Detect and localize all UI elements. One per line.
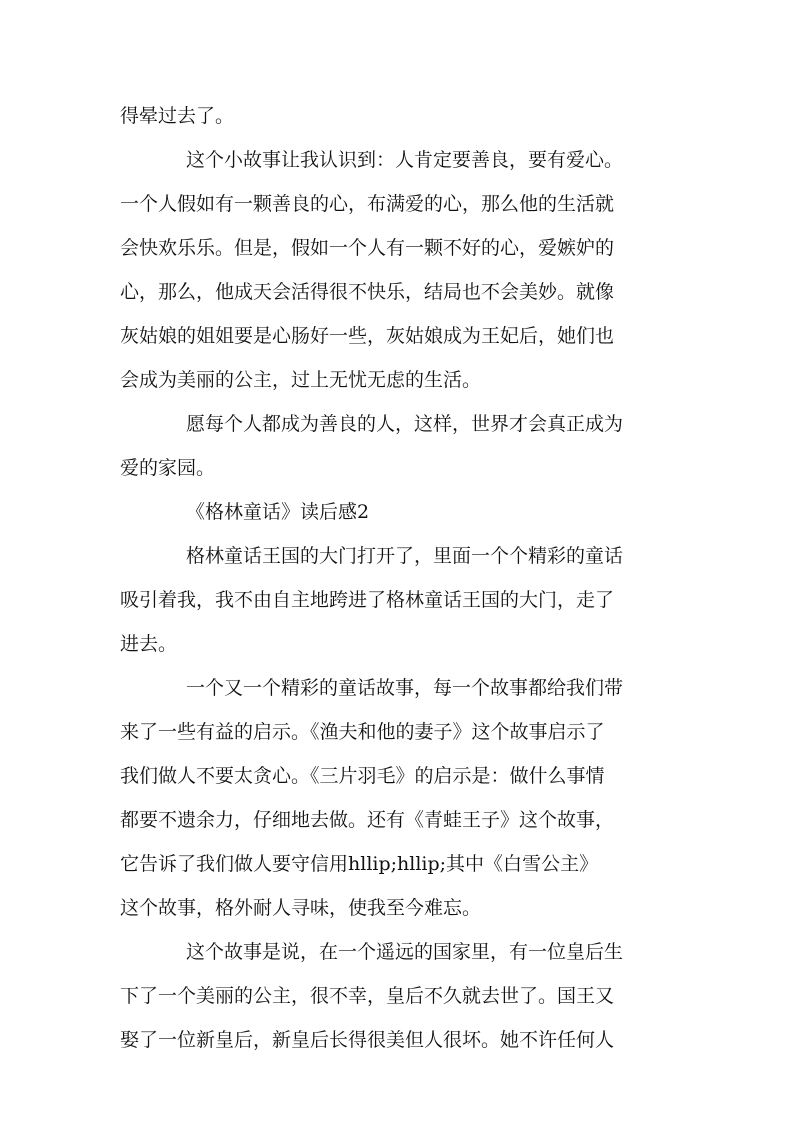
- paragraph-line: 这个故事，格外耐人寻味，使我至今难忘。: [120, 897, 482, 919]
- paragraph-line: 进去。: [120, 633, 178, 655]
- paragraph-line: 一个又一个精彩的童话故事，每一个故事都给我们带: [186, 677, 624, 699]
- paragraph-line: 这个小故事让我认识到：人肯定要善良，要有爱心。: [186, 149, 624, 171]
- paragraph-line: 愿每个人都成为善良的人，这样，世界才会真正成为: [186, 413, 624, 435]
- paragraph-line: 心，那么，他成天会活得很不快乐，结局也不会美妙。就像: [120, 281, 615, 303]
- paragraph-line: 娶了一位新皇后，新皇后长得很美但人很坏。她不许任何人: [120, 1029, 615, 1051]
- section-heading: 《格林童话》读后感2: [186, 501, 370, 523]
- paragraph-line: 都要不遗余力，仔细地去做。还有《青蛙王子》这个故事，: [120, 809, 615, 831]
- paragraph-line: 我们做人不要太贪心。《三片羽毛》的启示是：做什么事情: [120, 765, 605, 787]
- paragraph-line: 它告诉了我们做人要守信用hllip;hllip;其中《白雪公主》: [120, 853, 599, 875]
- paragraph-line: 来了一些有益的启示。《渔夫和他的妻子》这个故事启示了: [120, 721, 605, 743]
- paragraph-line: 灰姑娘的姐姐要是心肠好一些，灰姑娘成为王妃后，她们也: [120, 325, 615, 347]
- paragraph-line: 格林童话王国的大门打开了，里面一个个精彩的童话: [186, 545, 624, 567]
- paragraph-line: 吸引着我，我不由自主地跨进了格林童话王国的大门，走了: [120, 589, 615, 611]
- paragraph-line: 下了一个美丽的公主，很不幸，皇后不久就去世了。国王又: [120, 985, 615, 1007]
- paragraph-line: 会快欢乐乐。但是，假如一个人有一颗不好的心，爱嫉妒的: [120, 237, 615, 259]
- paragraph-line: 这个故事是说，在一个遥远的国家里，有一位皇后生: [186, 941, 624, 963]
- paragraph-line: 得晕过去了。: [120, 105, 235, 127]
- paragraph-line: 一个人假如有一颗善良的心，布满爱的心，那么他的生活就: [120, 193, 615, 215]
- paragraph-line: 会成为美丽的公主，过上无忧无虑的生活。: [120, 369, 482, 391]
- paragraph-line: 爱的家园。: [120, 457, 216, 479]
